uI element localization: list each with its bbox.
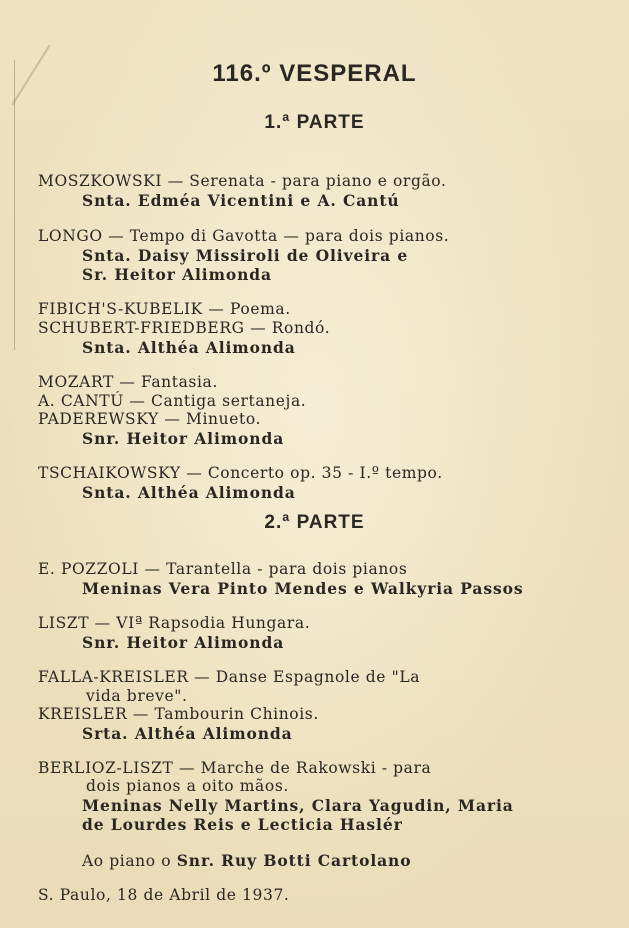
piece-tschaikowsky: TSCHAIKOWSKY — Concerto op. 35 - I.º tempo.: [38, 464, 443, 482]
performers-longo-cont: Sr. Heitor Alimonda: [82, 265, 272, 284]
performers-berlioz-cont: de Lourdes Reis e Lecticia Haslér: [82, 815, 403, 834]
performers-pozzoli: Meninas Vera Pinto Mendes e Walkyria Passos: [82, 579, 524, 598]
piece-falla-kreisler: FALLA-KREISLER — Danse Espagnole de "La: [38, 668, 421, 686]
performers-moszkowski: Snta. Edméa Vicentini e A. Cantú: [82, 191, 400, 210]
performers-tschaikowsky: Snta. Althéa Alimonda: [82, 483, 296, 502]
performers-kreisler: Srta. Althéa Alimonda: [82, 724, 293, 743]
part1-heading: 1.ª PARTE: [264, 112, 365, 133]
performers-mozart: Snr. Heitor Alimonda: [82, 429, 285, 448]
performers-liszt: Snr. Heitor Alimonda: [82, 633, 285, 652]
piece-schubert: SCHUBERT-FRIEDBERG — Rondó.: [38, 319, 331, 337]
piece-moszkowski: MOSZKOWSKI — Serenata - para piano e orgão.: [38, 172, 447, 190]
piece-berlioz-liszt-cont: dois pianos a oito mãos.: [86, 777, 289, 795]
accompanist-line: [82, 851, 411, 870]
piece-falla-kreisler-cont: vida breve".: [86, 687, 188, 705]
piece-mozart: MOZART — Fantasia.: [38, 373, 218, 391]
performers-longo: Snta. Daisy Missiroli de Oliveira e: [82, 246, 409, 265]
piece-berlioz-liszt: BERLIOZ-LISZT — Marche de Rakowski - para: [38, 759, 432, 777]
piece-kreisler: KREISLER — Tambourin Chinois.: [38, 705, 319, 723]
piece-longo: LONGO — Tempo di Gavotta — para dois pianos.: [38, 227, 450, 245]
accompanist-prefix: Ao piano o: [82, 852, 172, 870]
program-footer: S. Paulo, 18 de Abril de 1937.: [38, 886, 290, 904]
piece-paderewsky: PADEREWSKY — Minueto.: [38, 410, 262, 428]
piece-pozzoli: E. POZZOLI — Tarantella - para dois pianos: [38, 560, 408, 578]
piece-cantu: A. CANTÚ — Cantiga sertaneja.: [38, 392, 307, 410]
piece-liszt: LISZT — VIª Rapsodia Hungara.: [38, 614, 311, 632]
piece-fibich: FIBICH'S-KUBELIK — Poema.: [38, 300, 291, 318]
accompanist-name: Snr. Ruy Botti Cartolano: [176, 851, 412, 870]
performers-berlioz: Meninas Nelly Martins, Clara Yagudin, Maria: [82, 796, 514, 815]
program-title: 116.º VESPERAL: [212, 60, 417, 87]
part2-heading: 2.ª PARTE: [264, 512, 365, 533]
performers-fibich: Snta. Althéa Alimonda: [82, 338, 296, 357]
